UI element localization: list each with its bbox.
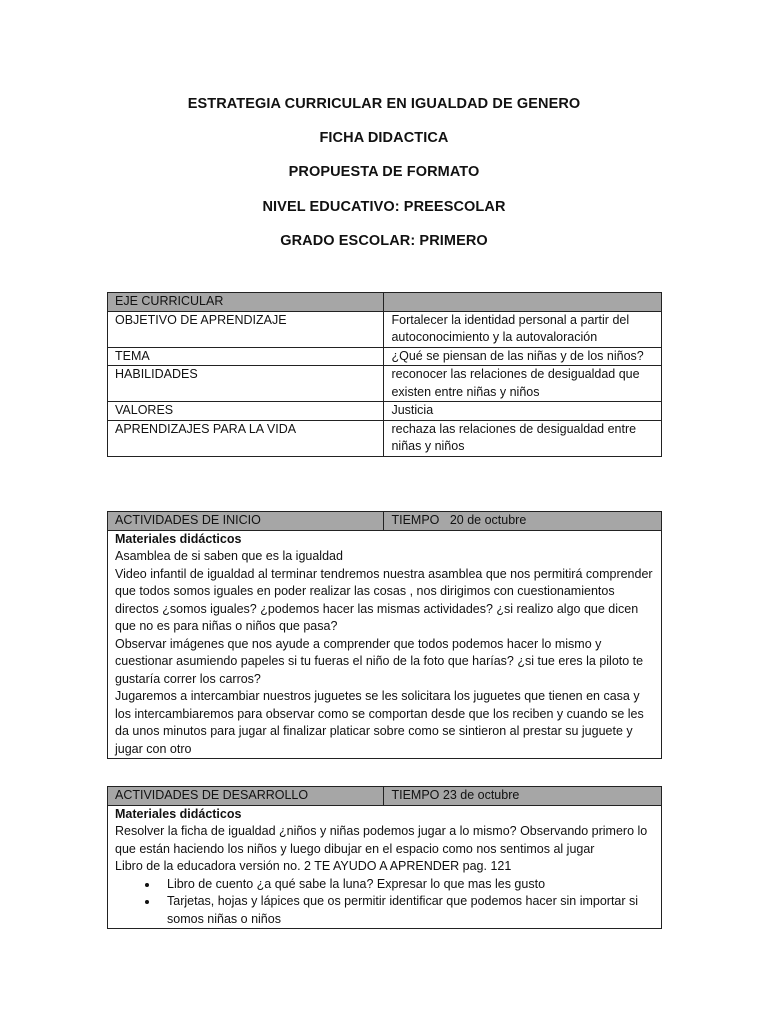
row-value: ¿Qué se piensan de las niñas y de los niños?	[384, 347, 662, 366]
section-body	[108, 805, 662, 929]
activity-paragraph: Observar imágenes que nos ayude a comprender que todos podemos hacer lo mismo y cuestionar asumiendo papeles si tu fueras el niño de la foto que harías? ¿si tue eres la piloto te gustaría correr los carros?	[115, 636, 644, 686]
inicio-activities-table	[107, 511, 662, 759]
row-value	[384, 293, 662, 312]
activity-paragraph: Video infantil de igualdad al terminar tendremos nuestra asamblea que nos permitirá comprender que todos somos iguales en poder realizar las cosas , nos dirigimos con cuestionamientos directos ¿somos iguales? ¿podemos hacer las mismas actividades? ¿si realizo algo que dicen que no es para niñas o niños que pasa?	[115, 566, 653, 633]
row-label: OBJETIVO DE APRENDIZAJE	[108, 311, 384, 347]
section-title: ACTIVIDADES DE INICIO	[108, 512, 384, 531]
section-header-row	[108, 512, 662, 531]
table-row	[108, 402, 662, 421]
education-level: NIVEL EDUCATIVO: PREESCOLAR	[262, 199, 506, 215]
table-row	[108, 293, 662, 312]
document-subtitle: FICHA DIDACTICA	[319, 130, 449, 146]
row-label: VALORES	[108, 402, 384, 421]
row-label: HABILIDADES	[108, 366, 384, 402]
row-value: rechaza las relaciones de desigualdad entre niñas y niños	[384, 420, 662, 456]
activity-paragraph: Asamblea de si saben que es la igualdad	[115, 549, 343, 563]
row-label: EJE CURRICULAR	[108, 293, 384, 312]
desarrollo-activities-table	[107, 786, 662, 929]
activity-paragraph: Resolver la ficha de igualdad ¿niños y niñas podemos jugar a lo mismo? Observando primero lo que están haciendo los niños y luego dibujar en el espacio como nos sentimos al jugar	[115, 824, 648, 856]
materials-bullet-list	[115, 876, 654, 929]
row-value: reconocer las relaciones de desigualdad que existen entre niñas y niños	[384, 366, 662, 402]
section-time: TIEMPO 20 de octubre	[384, 512, 662, 531]
section-body	[108, 530, 662, 759]
row-value: Fortalecer la identidad personal a partir del autoconocimiento y la autovaloración	[384, 311, 662, 347]
school-grade: GRADO ESCOLAR: PRIMERO	[280, 233, 488, 249]
document-title: ESTRATEGIA CURRICULAR EN IGUALDAD DE GENERO	[187, 96, 581, 112]
section-body-row	[108, 805, 662, 929]
section-header-row	[108, 787, 662, 806]
table-row	[108, 420, 662, 456]
row-value: Justicia	[384, 402, 662, 421]
table-row	[108, 366, 662, 402]
activity-paragraph: Jugaremos a intercambiar nuestros juguetes se les solicitara los juguetes que tienen en casa y los intercambiaremos para observar como se comportan desde que los reciben y cuando se les da unos minutos para jugar al finalizar platicar sobre como se sintieron al prestar su juguete y jugar con otro	[115, 689, 644, 756]
row-label: TEMA	[108, 347, 384, 366]
materials-label: Materiales didácticos	[115, 531, 242, 546]
activity-paragraph: Libro de la educadora versión no. 2 TE AYUDO A APRENDER pag. 121	[115, 859, 512, 873]
section-body-row	[108, 530, 662, 759]
curriculum-table	[107, 292, 662, 457]
section-time: TIEMPO 23 de octubre	[384, 787, 662, 806]
list-item: • Libro de cuento ¿a qué sabe la luna? Expresar lo que mas les gusto	[159, 876, 654, 894]
table-row	[108, 311, 662, 347]
format-label: PROPUESTA DE FORMATO	[288, 164, 480, 180]
table-row	[108, 347, 662, 366]
row-label: APRENDIZAJES PARA LA VIDA	[108, 420, 384, 456]
section-title: ACTIVIDADES DE DESARROLLO	[108, 787, 384, 806]
list-item: • Tarjetas, hojas y lápices que os permitir identificar que podemos hacer sin importar si somos niñas o niños	[159, 893, 654, 928]
materials-label: Materiales didácticos	[115, 806, 242, 821]
